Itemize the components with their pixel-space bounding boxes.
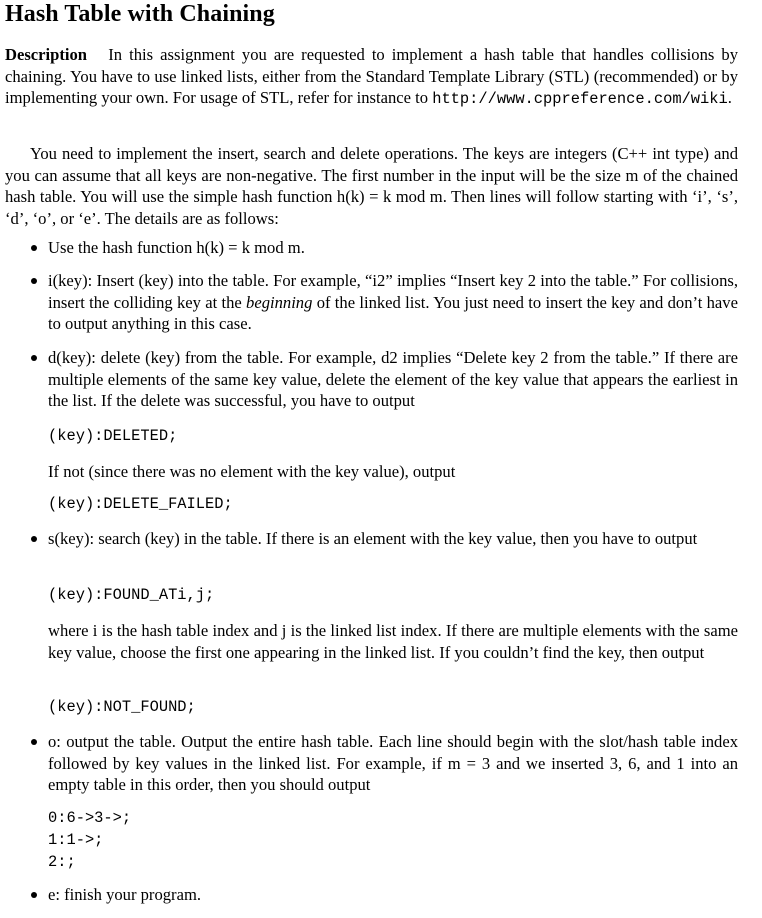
insert-text <box>48 270 738 335</box>
description-label: Description <box>5 45 88 64</box>
bullet-icon <box>31 892 37 898</box>
insert-text-a: i(key): Insert (key) into the table. For example, “i2” implies “Insert key 2 into the table.” For collisions, insert the colliding key at the <box>48 271 738 312</box>
insert-text-b: of the linked list. You just need to insert the key and don’t have to output anything in this case. <box>48 292 738 334</box>
delete-fail-code: (key):DELETE_FAILED; <box>48 495 233 513</box>
search-not-code: (key):NOT_FOUND; <box>48 698 196 716</box>
description-paragraph <box>5 44 738 111</box>
output-text: o: output the table. Output the entire hash table. Each line should begin with the slot/hash table index followed by key values in the linked list. For example, if m = 3 and we inserted 3, 6, and 1 into an empty table in this order, then you should output <box>48 732 738 795</box>
search-text: s(key): search (key) in the table. If there is an element with the key value, then you have to output <box>48 529 698 548</box>
bullet-icon <box>31 355 37 361</box>
bullet-icon <box>31 245 37 251</box>
delete-text: d(key): delete (key) from the table. For example, d2 implies “Delete key 2 from the table.” If there are multiple elements of the same key value, delete the element of the key value that appears the earliest in the list. If the delete was successful, you have to output <box>48 348 738 411</box>
page-title: Hash Table with Chaining <box>5 1 275 27</box>
delete-not-text: If not (since there was no element with the key value), output <box>48 462 456 481</box>
bullet-icon <box>31 739 37 745</box>
bullet-icon <box>31 536 37 542</box>
hash-rule-text: Use the hash function h(k) = k mod m. <box>48 238 305 257</box>
delete-ok-code: (key):DELETED; <box>48 427 178 445</box>
output-line: 0:6->3->; <box>48 809 132 827</box>
bullet-icon <box>31 278 37 284</box>
reference-url[interactable]: http://www.cppreference.com/wiki <box>432 90 728 109</box>
intro-paragraph: You need to implement the insert, search and delete operations. The keys are integers (C++ int type) and you can assume that all keys are non-negative. The first number in the input will be the size m of the chained hash table. You will use the simple hash function h(k) = k mod m. Then lines will follow starting with ‘i’, ‘s’, ‘d’, ‘o’, or ‘e’. The details are as follows: <box>5 144 738 228</box>
description-end: . <box>727 88 732 108</box>
description-text: In this assignment you are requested to implement a hash table that handles collisions by chaining. You have to use linked lists, either from the Standard Template Library (STL) (recommended) or by implementing your own. For usage of STL, refer for instance to <box>5 45 739 108</box>
exit-text: e: finish your program. <box>48 885 201 904</box>
output-line: 2:; <box>48 853 76 871</box>
search-found-code: (key):FOUND_ATi,j; <box>48 586 215 604</box>
search-where-text: where i is the hash table index and j is the linked list index. If there are multiple elements with the same key value, choose the first one appearing in the linked list. If you couldn’t find the key, then output <box>48 621 738 662</box>
output-line: 1:1->; <box>48 831 104 849</box>
insert-emphasis: beginning <box>246 292 313 312</box>
